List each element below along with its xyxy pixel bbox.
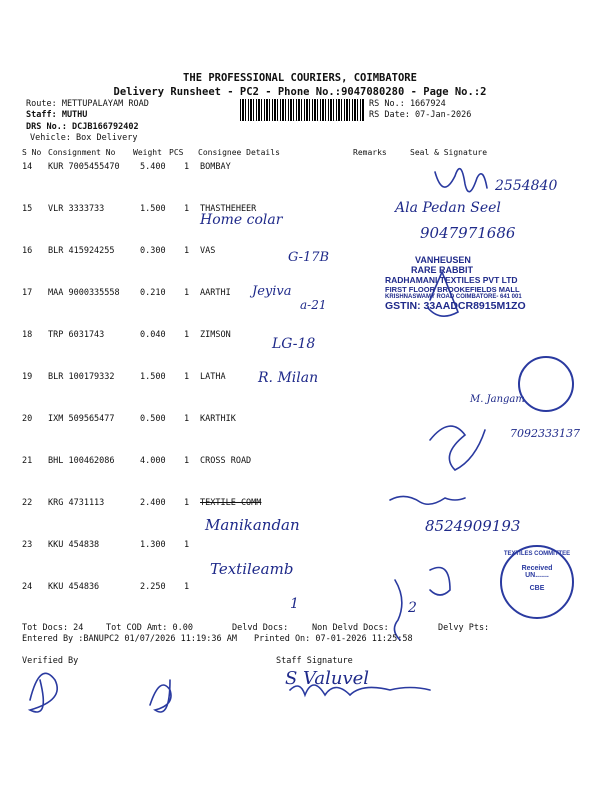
row-pcs: 1 [184, 582, 190, 592]
store-stamp [385, 255, 585, 330]
route-label: Route: METTUPALAYAM ROAD [26, 99, 149, 109]
col-consignment: Consignment No [48, 148, 116, 157]
handwritten-seal: M. Jangam [470, 394, 525, 405]
handwritten-note: G-17B [288, 250, 330, 265]
row-weight: 0.210 [140, 288, 166, 298]
rs-date: RS Date: 07-Jan-2026 [369, 110, 472, 120]
printed-on: Printed On: 07-01-2026 11:25:58 [254, 634, 413, 644]
row-consignment: BHL 100462086 [48, 456, 115, 466]
signature-stroke [435, 169, 487, 192]
small-circle-stamp [518, 356, 574, 412]
row-sno: 16 [22, 246, 33, 256]
row-sno: 14 [22, 162, 33, 172]
verified-signature-2 [150, 680, 171, 712]
col-weight: Weight [133, 148, 162, 157]
row-pcs: 1 [184, 162, 190, 172]
row-weight: 1.500 [140, 372, 166, 382]
handwritten-note: Textileamb [210, 560, 294, 578]
rs-number: RS No.: 1667924 [369, 99, 446, 109]
entered-by: Entered By :BANUPC2 01/07/2026 11:19:36 AM [22, 634, 237, 644]
handwritten-note: 2 [408, 600, 417, 616]
stamp-line: RARE RABBIT [411, 265, 473, 275]
stamp-line: FIRST FLOOR BROOKEFIELDS MALL [385, 285, 520, 294]
row-pcs: 1 [184, 204, 190, 214]
row-sno: 24 [22, 582, 33, 592]
verified-signature [30, 673, 57, 712]
row-weight: 0.040 [140, 330, 166, 340]
row-consignment: BLR 100179332 [48, 372, 115, 382]
row-consignee: KARTHIK [200, 414, 236, 424]
signature-stroke [394, 580, 401, 640]
handwritten-note: Manikandan [205, 516, 300, 534]
handwritten-note: Home colar [200, 212, 283, 228]
row-consignee: BOMBAY [200, 162, 231, 172]
row-consignee: LATHA [200, 372, 226, 382]
row-weight: 0.300 [140, 246, 166, 256]
handwritten-seal: 2554840 [495, 178, 558, 194]
row-pcs: 1 [184, 540, 190, 550]
non-delvd-docs: Non Delvd Docs: [312, 623, 389, 633]
stamp-text: CBE [529, 585, 545, 592]
handwritten-phone: 9047971686 [420, 224, 516, 242]
row-consignment: KRG 4731113 [48, 498, 105, 508]
row-sno: 18 [22, 330, 33, 340]
row-consignee: CROSS ROAD [200, 456, 252, 466]
col-remarks: Remarks [353, 148, 387, 157]
vehicle-label: Vehicle: Box Delivery [30, 133, 138, 143]
stamp-line: KRISHNASWAMY ROAD COIMBATORE- 641 001 [385, 294, 522, 300]
row-consignment: VLR 3333733 [48, 204, 105, 214]
row-consignment: BLR 415924255 [48, 246, 115, 256]
row-sno: 23 [22, 540, 33, 550]
row-pcs: 1 [184, 372, 190, 382]
row-sno: 17 [22, 288, 33, 298]
row-pcs: 1 [184, 456, 190, 466]
runsheet-subtitle: Delivery Runsheet - PC2 - Phone No.:9047080280 - Page No.:2 [113, 86, 487, 98]
handwritten-note: 1 [290, 596, 299, 612]
stamp-text: UN....... [525, 572, 549, 579]
row-consignment: IXM 509565477 [48, 414, 115, 424]
row-sno: 21 [22, 456, 33, 466]
row-pcs: 1 [184, 498, 190, 508]
row-weight: 0.500 [140, 414, 166, 424]
tot-cod: Tot COD Amt: 0.00 [106, 623, 193, 633]
col-consignee: Consignee Details [198, 148, 280, 157]
row-weight: 2.400 [140, 498, 166, 508]
handwritten-phone: 8524909193 [425, 517, 521, 535]
tot-docs: Tot Docs: 24 [22, 623, 84, 633]
row-weight: 2.250 [140, 582, 166, 592]
row-consignee: VAS [200, 246, 216, 256]
stamp-line: GSTIN: 33AADCR8915M1ZO [385, 300, 526, 312]
stamp-line: RADHAMANI TEXTILES PVT LTD [385, 275, 518, 285]
stamp-line: VANHEUSEN [415, 255, 471, 265]
row-pcs: 1 [184, 246, 190, 256]
row-sno: 15 [22, 204, 33, 214]
row-pcs: 1 [184, 414, 190, 424]
company-title: THE PROFESSIONAL COURIERS, COIMBATORE [183, 72, 417, 84]
row-consignment: KKU 454838 [48, 540, 100, 550]
drs-number: DRS No.: DCJB166792402 [26, 122, 139, 132]
handwritten-note: LG-18 [272, 336, 316, 352]
row-sno: 20 [22, 414, 33, 424]
staff-signature-label: Staff Signature [276, 656, 353, 666]
signature-stroke [390, 496, 465, 504]
verified-by-label: Verified By [22, 656, 79, 666]
row-consignee: AARTHI [200, 288, 231, 298]
committee-stamp [500, 545, 574, 619]
staff-label: Staff: MUTHU [26, 110, 88, 120]
row-pcs: 1 [184, 330, 190, 340]
staff-signature-hand: S Valuvel [285, 668, 370, 689]
col-sno: S No [22, 148, 42, 157]
stamp-text: TEXTILES COMMITTEE [503, 551, 571, 557]
row-consignment: TRP 6031743 [48, 330, 105, 340]
row-consignment: MAA 9000335558 [48, 288, 120, 298]
handwritten-phone: 7092333137 [510, 427, 580, 440]
row-weight: 5.400 [140, 162, 166, 172]
row-pcs: 1 [184, 288, 190, 298]
row-weight: 1.500 [140, 204, 166, 214]
handwritten-seal: Ala Pedan Seel [395, 200, 501, 216]
col-pcs: PCS [169, 148, 184, 157]
row-weight: 4.000 [140, 456, 166, 466]
row-consignee: THASTHEHEER [200, 204, 257, 214]
row-consignee: TEXTILE COMM [200, 498, 262, 508]
signature-stroke [430, 426, 485, 470]
row-consignment: KKU 454836 [48, 582, 100, 592]
row-sno: 22 [22, 498, 33, 508]
handwritten-note: R. Milan [258, 370, 319, 386]
delvy-pts: Delvy Pts: [438, 623, 490, 633]
row-weight: 1.300 [140, 540, 166, 550]
row-consignee: ZIMSON [200, 330, 231, 340]
col-seal: Seal & Signature [410, 148, 488, 157]
delvd-docs: Delvd Docs: [232, 623, 289, 633]
handwritten-note: Jeyiva [252, 284, 292, 299]
row-sno: 19 [22, 372, 33, 382]
row-consignment: KUR 7005455470 [48, 162, 120, 172]
signature-stroke [430, 568, 450, 596]
handwritten-note: a-21 [300, 298, 327, 312]
stamp-text: Received [521, 565, 553, 572]
